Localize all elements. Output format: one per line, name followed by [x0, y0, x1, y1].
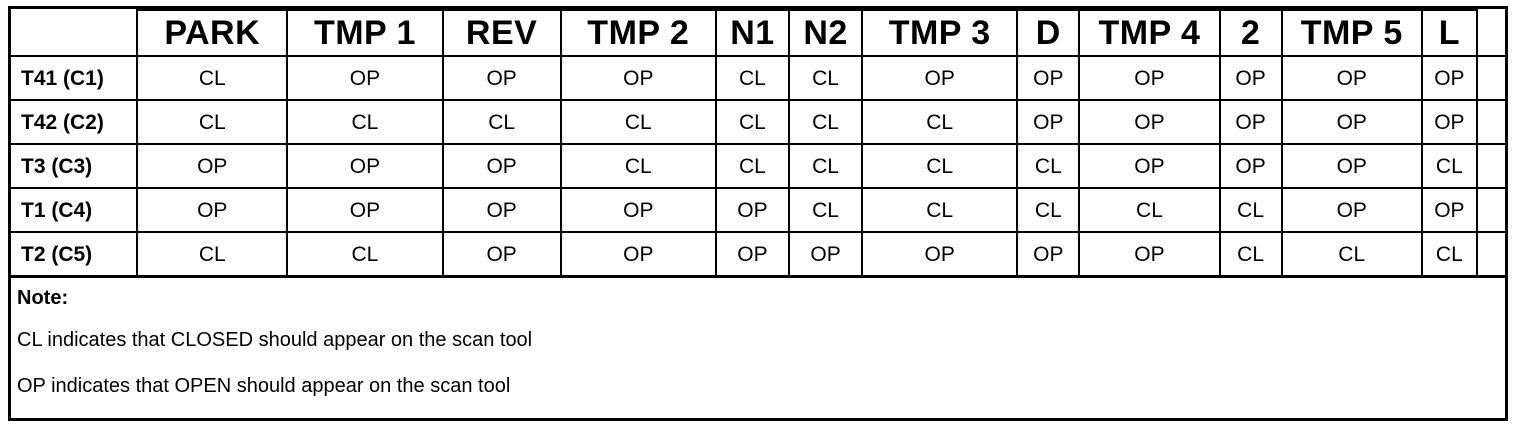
row-tail-cell: [1477, 188, 1505, 232]
cell-value: CL: [137, 232, 287, 276]
cell-value: OP: [443, 144, 561, 188]
cell-value: OP: [443, 232, 561, 276]
cell-value: CL: [862, 144, 1017, 188]
cell-value: OP: [1282, 144, 1422, 188]
cell-value: OP: [716, 232, 789, 276]
cell-value: OP: [1422, 56, 1477, 100]
cell-value: OP: [1220, 144, 1282, 188]
row-label: T41 (C1): [11, 56, 137, 100]
cell-value: CL: [716, 100, 789, 144]
cell-value: CL: [1079, 188, 1219, 232]
cell-value: OP: [1079, 100, 1219, 144]
cell-value: OP: [1017, 232, 1079, 276]
row-label: T3 (C3): [11, 144, 137, 188]
cell-value: CL: [1220, 232, 1282, 276]
cell-value: OP: [561, 188, 716, 232]
row-tail-cell: [1477, 232, 1505, 276]
cell-value: CL: [561, 144, 716, 188]
cell-value: OP: [137, 188, 287, 232]
table-corner-cell: [11, 10, 137, 56]
cell-value: CL: [1282, 232, 1422, 276]
column-header-tmp-2: TMP 2: [561, 10, 716, 56]
note-line-cl: CL indicates that CLOSED should appear on the scan tool: [17, 329, 533, 351]
cell-value: OP: [1079, 144, 1219, 188]
cell-value: CL: [862, 188, 1017, 232]
cell-value: OP: [1422, 100, 1477, 144]
cell-value: CL: [137, 56, 287, 100]
column-header-d: D: [1017, 10, 1079, 56]
cell-value: OP: [443, 56, 561, 100]
table-header-row: [11, 10, 1505, 56]
column-header-2: 2: [1220, 10, 1282, 56]
solenoid-state-table-sheet: [8, 6, 1508, 421]
cell-value: CL: [137, 100, 287, 144]
table-header-tail-cell: [1477, 10, 1505, 56]
table-row: [11, 144, 1505, 188]
column-header-park: PARK: [137, 10, 287, 56]
row-tail-cell: [1477, 56, 1505, 100]
cell-value: OP: [287, 56, 442, 100]
cell-value: OP: [137, 144, 287, 188]
cell-value: CL: [1017, 144, 1079, 188]
cell-value: CL: [862, 100, 1017, 144]
cell-value: OP: [1220, 100, 1282, 144]
column-header-n2: N2: [789, 10, 862, 56]
column-header-tmp-1: TMP 1: [287, 10, 442, 56]
cell-value: OP: [716, 188, 789, 232]
note-title: Note:: [17, 287, 69, 309]
cell-value: OP: [1017, 56, 1079, 100]
table-row: [11, 232, 1505, 276]
column-header-n1: N1: [716, 10, 789, 56]
cell-value: CL: [716, 56, 789, 100]
cell-value: OP: [1422, 188, 1477, 232]
row-label: T1 (C4): [11, 188, 137, 232]
cell-value: CL: [789, 144, 862, 188]
cell-value: OP: [561, 56, 716, 100]
column-header-tmp-4: TMP 4: [1079, 10, 1219, 56]
cell-value: OP: [287, 144, 442, 188]
row-label: T2 (C5): [11, 232, 137, 276]
cell-value: OP: [561, 232, 716, 276]
row-label: T42 (C2): [11, 100, 137, 144]
cell-value: CL: [1422, 232, 1477, 276]
cell-value: CL: [1017, 188, 1079, 232]
table-row: [11, 100, 1505, 144]
cell-value: OP: [862, 56, 1017, 100]
cell-value: CL: [1220, 188, 1282, 232]
column-header-rev: REV: [443, 10, 561, 56]
cell-value: CL: [789, 56, 862, 100]
cell-value: CL: [287, 232, 442, 276]
cell-value: OP: [1079, 232, 1219, 276]
cell-value: OP: [443, 188, 561, 232]
cell-value: CL: [287, 100, 442, 144]
column-header-tmp-5: TMP 5: [1282, 10, 1422, 56]
cell-value: CL: [561, 100, 716, 144]
column-header-l: L: [1422, 10, 1477, 56]
cell-value: OP: [1282, 56, 1422, 100]
row-tail-cell: [1477, 100, 1505, 144]
row-tail-cell: [1477, 144, 1505, 188]
cell-value: OP: [1282, 100, 1422, 144]
cell-value: OP: [1017, 100, 1079, 144]
cell-value: OP: [287, 188, 442, 232]
cell-value: CL: [789, 188, 862, 232]
solenoid-state-table: [11, 9, 1505, 277]
column-header-tmp-3: TMP 3: [862, 10, 1017, 56]
cell-value: OP: [862, 232, 1017, 276]
cell-value: OP: [1282, 188, 1422, 232]
table-row: [11, 188, 1505, 232]
note-section: [11, 275, 1505, 418]
cell-value: OP: [1079, 56, 1219, 100]
table-row: [11, 56, 1505, 100]
cell-value: OP: [789, 232, 862, 276]
cell-value: CL: [443, 100, 561, 144]
cell-value: CL: [789, 100, 862, 144]
cell-value: CL: [716, 144, 789, 188]
cell-value: OP: [1220, 56, 1282, 100]
note-line-op: OP indicates that OPEN should appear on the scan tool: [17, 375, 511, 397]
cell-value: CL: [1422, 144, 1477, 188]
